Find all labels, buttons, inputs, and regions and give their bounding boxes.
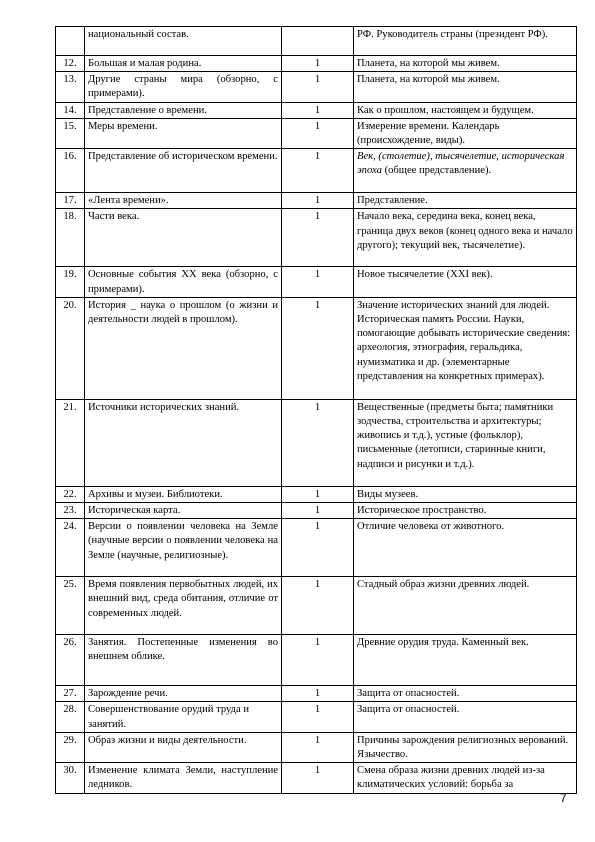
- row-hours: 1: [282, 209, 354, 267]
- row-content: Как о прошлом, настоящем и будущем.: [354, 102, 577, 118]
- row-number: 30.: [56, 763, 85, 793]
- table-row: [56, 149, 577, 193]
- row-number: 17.: [56, 193, 85, 209]
- table-row: [56, 118, 577, 148]
- row-topic: Части века.: [85, 209, 282, 267]
- table-row: [56, 486, 577, 502]
- table-row: [56, 102, 577, 118]
- table-row: [56, 399, 577, 486]
- row-number: 20.: [56, 297, 85, 399]
- row-topic: Время появления первобытных людей, их внешний вид, среда обитания, отличие от современных людей.: [85, 577, 282, 635]
- row-hours: 1: [282, 635, 354, 686]
- row-hours: 1: [282, 686, 354, 702]
- row-content: Древние орудия труда. Каменный век.: [354, 635, 577, 686]
- row-content: Причины зарождения религиозных верований. Язычество.: [354, 732, 577, 762]
- table-row: [56, 267, 577, 297]
- table-row: [56, 702, 577, 732]
- table-row: [56, 56, 577, 72]
- row-hours: 1: [282, 702, 354, 732]
- row-content: Стадный образ жизни древних людей.: [354, 577, 577, 635]
- row-number: 22.: [56, 486, 85, 502]
- table-row: [56, 686, 577, 702]
- table-row: [56, 519, 577, 577]
- table-row: [56, 503, 577, 519]
- row-hours: 1: [282, 149, 354, 193]
- row-content: Отличие человека от животного.: [354, 519, 577, 577]
- row-number: 27.: [56, 686, 85, 702]
- row-hours: 1: [282, 577, 354, 635]
- row-topic: Источники исторических знаний.: [85, 399, 282, 486]
- table-row: [56, 297, 577, 399]
- row-number: 18.: [56, 209, 85, 267]
- row-content: Защита от опасностей.: [354, 686, 577, 702]
- row-topic: Занятия. Постепенные изменения во внешнем облике.: [85, 635, 282, 686]
- row-hours: 1: [282, 72, 354, 102]
- row-number: 21.: [56, 399, 85, 486]
- row-content: Историческое пространство.: [354, 503, 577, 519]
- row-number: 29.: [56, 732, 85, 762]
- row-number: [56, 27, 85, 56]
- row-hours: 1: [282, 118, 354, 148]
- row-number: 25.: [56, 577, 85, 635]
- row-content: Измерение времени. Календарь (происхождение, виды).: [354, 118, 577, 148]
- row-number: 24.: [56, 519, 85, 577]
- row-hours: 1: [282, 267, 354, 297]
- row-hours: [282, 27, 354, 56]
- row-number: 23.: [56, 503, 85, 519]
- curriculum-table: [55, 26, 577, 794]
- row-content: Виды музеев.: [354, 486, 577, 502]
- row-content: Значение исторических знаний для людей. Историческая память России. Науки, помогающие добывать исторические сведения: археология, этнография, геральдика, нумизматика и др. (элементарные представления на конкретных примерах).: [354, 297, 577, 399]
- row-content: Начало века, середина века, конец века, граница двух веков (конец одного века и начало другого); текущий век, тысячелетие).: [354, 209, 577, 267]
- row-hours: 1: [282, 732, 354, 762]
- row-hours: 1: [282, 503, 354, 519]
- row-topic: «Лента времени».: [85, 193, 282, 209]
- row-topic: Основные события XX века (обзорно, с примерами).: [85, 267, 282, 297]
- row-content: Вещественные (предметы быта; памятники зодчества, строительства и архитектуры; живопись и т.д.), устные (фольклор), письменные (летописи, старинные книги, надписи и рисунки и т.д.).: [354, 399, 577, 486]
- row-number: 26.: [56, 635, 85, 686]
- row-topic: История _ наука о прошлом (о жизни и деятельности людей в прошлом).: [85, 297, 282, 399]
- row-hours: 1: [282, 102, 354, 118]
- row-number: 12.: [56, 56, 85, 72]
- row-hours: 1: [282, 297, 354, 399]
- row-topic: Меры времени.: [85, 118, 282, 148]
- table-row: [56, 763, 577, 793]
- row-topic: Зарождение речи.: [85, 686, 282, 702]
- row-number: 19.: [56, 267, 85, 297]
- row-content: РФ. Руководитель страны (президент РФ).: [354, 27, 577, 56]
- row-topic: Представление об историческом времени.: [85, 149, 282, 193]
- page-number: 7: [560, 791, 567, 805]
- row-content: Смена образа жизни древних людей из-за климатических условий: борьба за: [354, 763, 577, 793]
- row-topic: Представление о времени.: [85, 102, 282, 118]
- row-topic: Версии о появлении человека на Земле (научные версии о появлении человека на Земле (научные, религиозные).: [85, 519, 282, 577]
- row-topic: Изменение климата Земли, наступление ледников.: [85, 763, 282, 793]
- table-row: [56, 732, 577, 762]
- table-row: [56, 577, 577, 635]
- row-hours: 1: [282, 763, 354, 793]
- row-hours: 1: [282, 193, 354, 209]
- row-topic: Другие страны мира (обзорно, с примерами).: [85, 72, 282, 102]
- row-content: Планета, на которой мы живем.: [354, 72, 577, 102]
- row-topic: Большая и малая родина.: [85, 56, 282, 72]
- table-row: [56, 72, 577, 102]
- row-content: Защита от опасностей.: [354, 702, 577, 732]
- row-topic: Совершенствование орудий труда и занятий.: [85, 702, 282, 732]
- row-topic: Архивы и музеи. Библиотеки.: [85, 486, 282, 502]
- row-topic: Историческая карта.: [85, 503, 282, 519]
- row-content: Представление.: [354, 193, 577, 209]
- row-content-italic: Век, (столетие), тысячелетие, историческая эпоха: [357, 151, 565, 177]
- row-number: 14.: [56, 102, 85, 118]
- table-row: [56, 193, 577, 209]
- row-number: 13.: [56, 72, 85, 102]
- row-content-text: (общее представление).: [381, 165, 492, 177]
- row-content: Новое тысячелетие (XXI век).: [354, 267, 577, 297]
- table-row: [56, 209, 577, 267]
- row-hours: 1: [282, 56, 354, 72]
- row-number: 16.: [56, 149, 85, 193]
- row-content: Планета, на которой мы живем.: [354, 56, 577, 72]
- row-hours: 1: [282, 519, 354, 577]
- row-content: [354, 149, 577, 193]
- table-row: [56, 635, 577, 686]
- row-topic: национальный состав.: [85, 27, 282, 56]
- table-row: [56, 27, 577, 56]
- row-hours: 1: [282, 486, 354, 502]
- row-hours: 1: [282, 399, 354, 486]
- row-number: 28.: [56, 702, 85, 732]
- row-topic: Образ жизни и виды деятельности.: [85, 732, 282, 762]
- row-number: 15.: [56, 118, 85, 148]
